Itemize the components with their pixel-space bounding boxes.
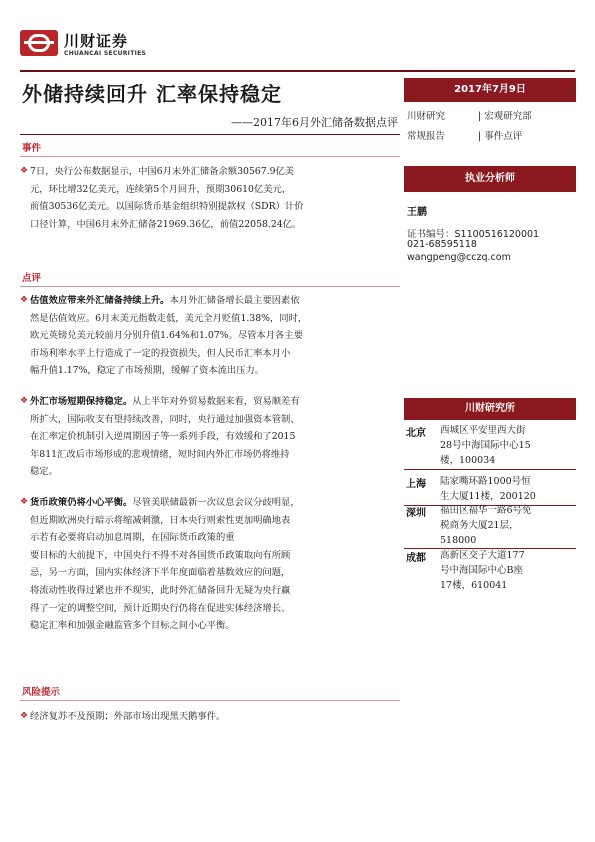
section-label-risk: 风险提示 [22,687,61,698]
section-label-comment: 点评 [22,273,42,284]
event-paragraph: ❖ 7日，央行公布数据显示，中国6月末外汇储备余额30567.9亿美 元，环比增32亿美元，连续第5个月回升，预期30610亿美元， 前值30536亿美元。以国际货币基金组织特别提款权（SDR）计价 口径计算，中国6月末外汇储备21969.36亿，前值22058.24亿。 [30,163,396,233]
office-city-shenzhen: 深圳 [406,508,426,519]
comment-paragraph-2: ❖ 外汇市场短期保持稳定。从上半年对外贸易数据来看，贸易顺差有 所扩大，国际收支有望持续改善，同时，央行通过加强资本管制、 在汇率定价机制引入逆周期因子等一系列手段，有效缓和了2015 年811汇改后市场形成的悲观情绪，短时间内外汇市场仍将维持 稳定。 [30,393,396,481]
institute-header-bar: 川财研究所 [404,398,576,420]
report-date-bar: 2017年7月9日 [404,78,576,102]
office-address-chengdu: 高新区交子大道177 号中海国际中心B座 17楼，610041 [440,550,525,591]
diamond-bullet-icon: ❖ [20,166,29,176]
diamond-bullet-icon: ❖ [20,497,29,507]
office-address-beijing: 西城区平安里西大街 28号中海国际中心15 楼，100034 [440,425,531,466]
section-divider [20,286,400,287]
analyst-email[interactable]: wangpeng@cczq.com [407,252,511,263]
section-label-event: 事件 [22,143,42,154]
risk-paragraph: ❖ 经济复苏不及预期；外部市场出现黑天鹅事件。 [30,708,396,726]
office-city-shanghai: 上海 [406,479,426,490]
section-divider [20,156,400,157]
diamond-bullet-icon: ❖ [20,295,29,305]
office-city-chengdu: 成都 [406,553,426,564]
office-address-shanghai: 陆家嘴环路1000号恒 生大厦11楼，200120 [440,476,536,502]
diamond-bullet-icon: ❖ [20,396,29,406]
header-divider [20,70,575,72]
meta-row-1-left: 川财研究 [407,111,446,122]
analyst-phone: 021-68595118 [407,239,477,250]
comment-paragraph-3: ❖ 货币政策仍将小心平衡。尽管美联储最新一次议息会议分歧明显， 但近期欧洲央行暗示将缩减刺激，日本央行则索性更加明确地表 示若有必要将启动加息周期，在国际货币政策的重 要目标的大前提下，中国央行不得不对各国货币政策取向有所顾 忌，另一方面，国内实体经济下半年度面临着基数效应的问题， 将流动性收得过紧也并不现实，此时外汇储备回升无疑为央行赢 得了一定的调整空间，预计近期央行仍将在促进实体经济增长、 稳定汇率和加强金融监管多个目标之间小心平衡。 [30,494,396,635]
comment-paragraph-1: ❖ 估值效应带来外汇储备持续上升。本月外汇储备增长最主要因素依 然是估值效应。6月末美元指数走低，美元全月贬值1.38%，同时， 欧元英镑兑美元较前月分别升值1.64%和1.07%。尽管本月各主要 市场利率水平上行造成了一定的投资损失，但人民币汇率本月小 幅升值1.17%，稳定了市场预期，缓解了资本流出压力。 [30,292,396,380]
meta-row-2-right: | 事件点评 [478,131,523,142]
meta-row-2-left: 常规报告 [407,131,446,142]
analyst-cert: 证书编号：S1100516120001 [407,229,540,240]
diamond-bullet-icon: ❖ [20,711,29,721]
brand-name-cn: 川财证券 [64,32,129,50]
meta-row-1-right: | 宏观研究部 [478,111,532,122]
title-divider [20,134,400,135]
report-subtitle: ——2017年6月外汇储备数据点评 [231,116,398,129]
brand-name-en: CHUANCAI SECURITIES [64,50,147,57]
section-divider [20,700,400,701]
analyst-name: 王鹏 [407,207,427,218]
office-city-beijing: 北京 [406,428,426,439]
office-divider [404,469,576,470]
analyst-header-bar: 执业分析师 [404,166,576,192]
report-title: 外储持续回升 汇率保持稳定 [22,82,282,106]
office-address-shenzhen: 福田区福华一路6号免 税商务大厦21层， 518000 [440,505,532,546]
brand-logo-icon [20,30,58,56]
